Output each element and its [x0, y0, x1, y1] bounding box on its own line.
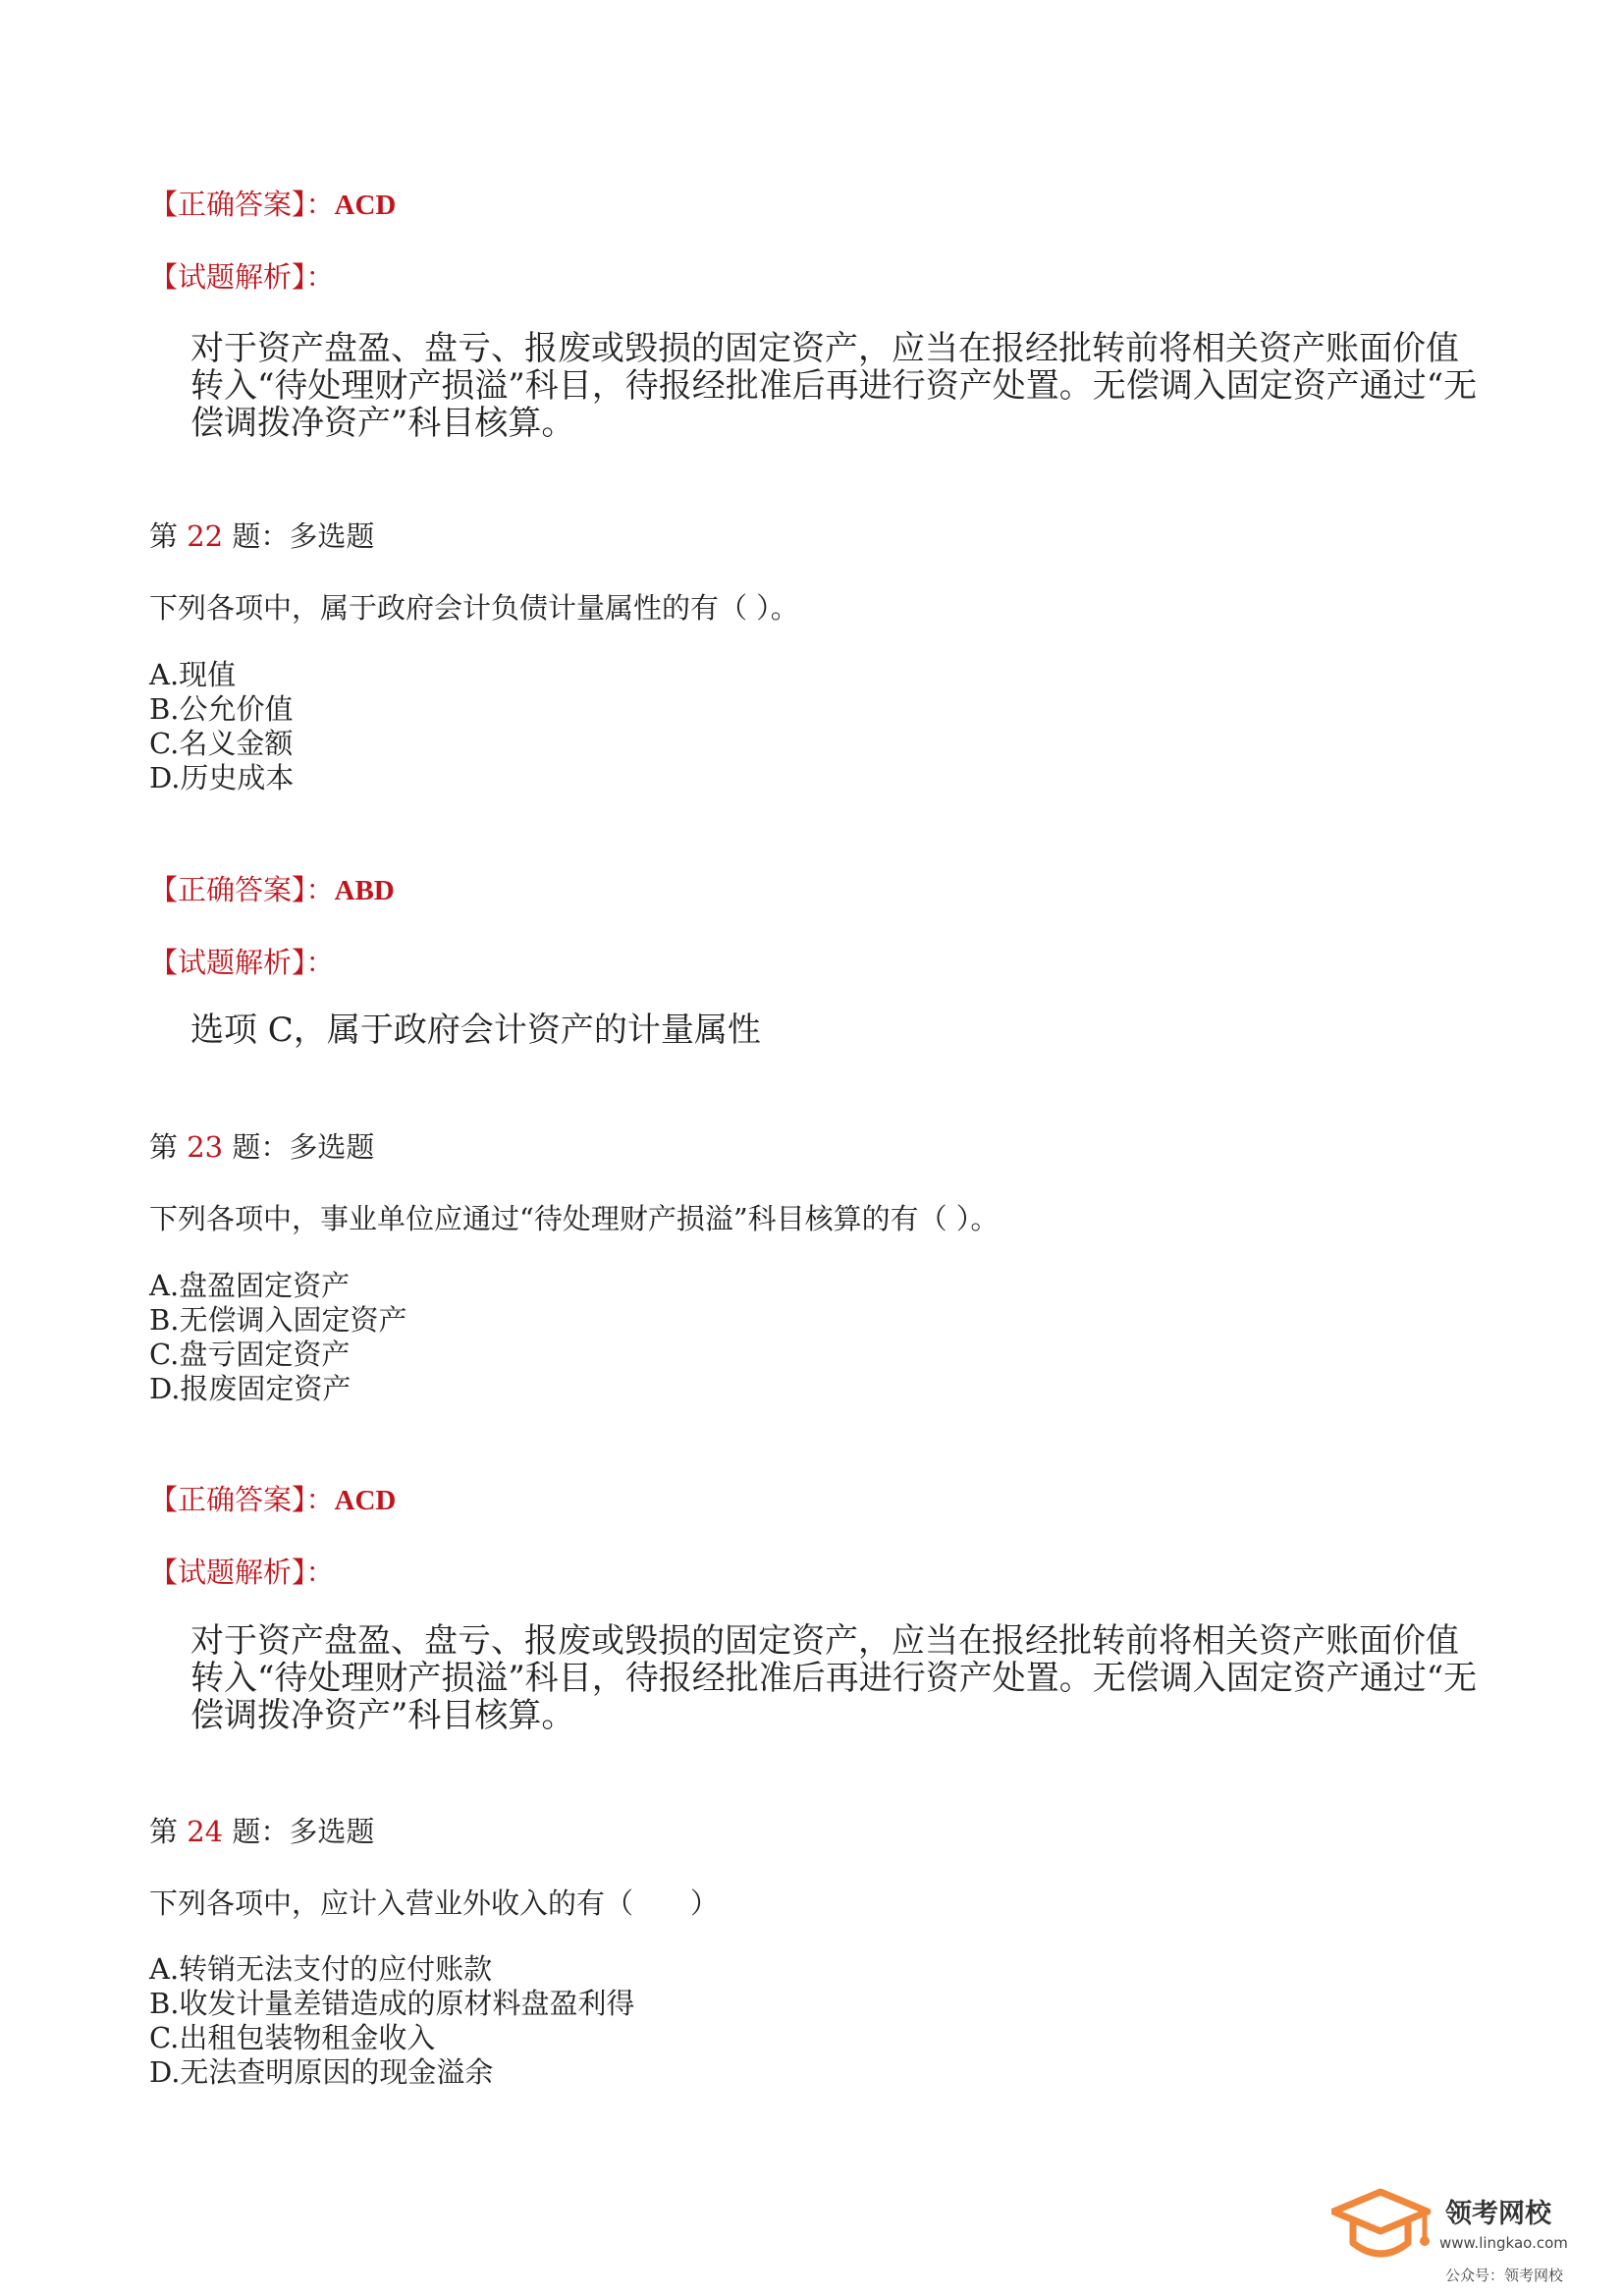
question-type: 题：多选题: [232, 519, 375, 553]
option-b: B.无偿调入固定资产: [149, 1303, 407, 1337]
q22-analysis-text: 选项 C，属于政府会计资产的计量属性: [190, 1011, 761, 1050]
q22-analysis-label: 【试题解析】：: [149, 946, 335, 979]
q24-heading: [149, 1810, 374, 1850]
option-d: D.报废固定资产: [149, 1372, 352, 1405]
q24-question: 下列各项中，应计入营业外收入的有（ ）: [149, 1886, 720, 1920]
answer-value: ACD: [334, 1485, 397, 1516]
question-number: 24: [187, 1815, 224, 1848]
option-d: D.历史成本: [149, 761, 295, 794]
q23-analysis-label: 【试题解析】：: [149, 1556, 335, 1589]
question-number: 23: [187, 1130, 224, 1164]
answer-label: 【正确答案】：: [149, 1483, 335, 1516]
q23-analysis-text: 对于资产盘盈、盘亏、报废或毁损的固定资产，应当在报经批转前将相关资产账面价值转入“待处理财产损溢”科目，待报经批准后再进行资产处置。无偿调入固定资产通过“无偿调拨净资产”科目核算。: [190, 1621, 1478, 1735]
option-c: C.名义金额: [149, 727, 294, 760]
q22-answer: [149, 868, 395, 908]
option-b: B.收发计量差错造成的原材料盘盈利得: [149, 1987, 635, 2020]
option-a: A.现值: [149, 658, 237, 691]
option-c: C.出租包装物租金收入: [149, 2021, 436, 2054]
question-prefix: 第: [149, 1815, 179, 1848]
question-type: 题：多选题: [232, 1815, 375, 1848]
graduation-cap-icon: [1331, 2182, 1449, 2280]
option-a: A.盘盈固定资产: [149, 1269, 351, 1302]
q23-question: 下列各项中，事业单位应通过“待处理财产损溢”科目核算的有（ ）。: [149, 1202, 1000, 1235]
q24-options: [149, 1952, 635, 2090]
q22-heading: [149, 515, 374, 555]
option-c: C.盘亏固定资产: [149, 1338, 351, 1371]
question-prefix: 第: [149, 519, 179, 553]
option-d: D.无法查明原因的现金溢余: [149, 2055, 494, 2089]
q23-heading: [149, 1125, 374, 1166]
question-number: 22: [187, 519, 224, 553]
option-b: B.公允价值: [149, 692, 294, 726]
question-type: 题：多选题: [232, 1130, 375, 1164]
answer-value: ACD: [334, 190, 397, 221]
answer-label: 【正确答案】：: [149, 873, 335, 906]
answer-label: 【正确答案】：: [149, 188, 335, 221]
question-prefix: 第: [149, 1130, 179, 1164]
q22-options: [149, 658, 294, 795]
q21-analysis-label: 【试题解析】：: [149, 260, 335, 294]
brand-name: 领考网校: [1445, 2199, 1551, 2229]
q23-answer: [149, 1478, 396, 1518]
q23-options: [149, 1269, 407, 1406]
brand-url: www.lingkao.com: [1439, 2234, 1568, 2252]
answer-value: ABD: [334, 875, 395, 906]
brand-wechat: 公众号：领考网校: [1445, 2267, 1564, 2284]
q22-question: 下列各项中，属于政府会计负债计量属性的有（ ）。: [149, 591, 799, 625]
q21-answer: [149, 183, 396, 223]
q21-analysis-text: 对于资产盘盈、盘亏、报废或毁损的固定资产，应当在报经批转前将相关资产账面价值转入“待处理财产损溢”科目，待报经批准后再进行资产处置。无偿调入固定资产通过“无偿调拨净资产”科目核算。: [190, 329, 1478, 443]
option-a: A.转销无法支付的应付账款: [149, 1952, 493, 1986]
